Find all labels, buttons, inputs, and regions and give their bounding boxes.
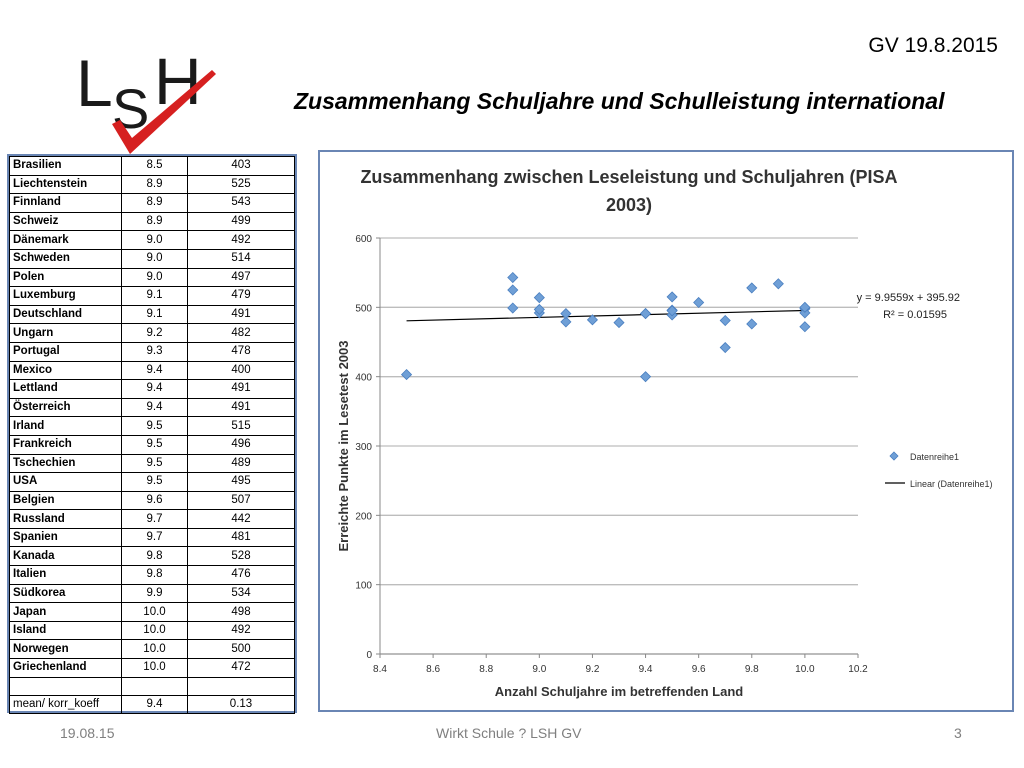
chart-title-line-1: Zusammenhang zwischen Leseleistung und Schuljahren (PISA [360, 167, 898, 187]
country-cell: Schweden [10, 249, 122, 268]
table-row [10, 231, 295, 250]
country-cell: Brasilien [10, 157, 122, 176]
score-cell: 478 [188, 342, 295, 361]
table-row [10, 212, 295, 231]
years-cell: 9.7 [122, 510, 188, 529]
y-tick-label: 400 [355, 372, 372, 384]
country-cell: Russland [10, 510, 122, 529]
years-cell: 9.4 [122, 398, 188, 417]
country-cell: Deutschland [10, 305, 122, 324]
score-cell: 528 [188, 547, 295, 566]
svg-text:L: L [76, 46, 113, 120]
y-axis-label: Erreichte Punkte im Lesetest 2003 [336, 340, 351, 552]
years-cell: 9.1 [122, 305, 188, 324]
x-tick-label: 9.0 [532, 664, 547, 675]
data-point [773, 279, 783, 289]
country-cell: Tschechien [10, 454, 122, 473]
table-row [10, 157, 295, 176]
data-point [800, 322, 810, 332]
scatter-chart [320, 152, 1012, 710]
score-cell: 514 [188, 249, 295, 268]
years-cell: 9.0 [122, 231, 188, 250]
empty-cell [188, 677, 295, 695]
x-tick-label: 9.4 [638, 664, 653, 675]
country-cell: Irland [10, 417, 122, 436]
table-row [10, 305, 295, 324]
header-date: GV 19.8.2015 [868, 34, 998, 57]
y-tick-label: 0 [366, 650, 372, 661]
trendline-equation: y = 9.9559x + 395.92 [856, 292, 960, 304]
data-point [720, 343, 730, 353]
table-row [10, 435, 295, 454]
score-cell: 500 [188, 640, 295, 659]
x-tick-label: 8.4 [373, 664, 387, 675]
score-cell: 481 [188, 528, 295, 547]
table-row [10, 324, 295, 343]
chart-frame [318, 150, 1014, 712]
country-cell: Norwegen [10, 640, 122, 659]
legend-marker-datenreihe1 [890, 452, 898, 460]
table-row [10, 361, 295, 380]
slide-title: Zusammenhang Schuljahre und Schulleistung international [294, 88, 945, 114]
table-row [10, 417, 295, 436]
years-cell: 9.5 [122, 435, 188, 454]
score-cell: 400 [188, 361, 295, 380]
score-cell: 534 [188, 584, 295, 603]
data-point [720, 316, 730, 326]
x-tick-label: 10.0 [795, 664, 815, 675]
years-cell: 10.0 [122, 621, 188, 640]
y-tick-label: 600 [355, 234, 372, 245]
score-cell: 491 [188, 305, 295, 324]
score-cell: 496 [188, 435, 295, 454]
score-cell: 543 [188, 194, 295, 213]
legend-label-datenreihe1: Datenreihe1 [910, 452, 960, 462]
y-tick-label: 100 [355, 580, 372, 592]
score-cell: 491 [188, 380, 295, 399]
years-cell: 9.9 [122, 584, 188, 603]
country-cell: Island [10, 621, 122, 640]
years-cell: 8.9 [122, 175, 188, 194]
summary-label: mean/ korr_koeff [10, 695, 122, 714]
score-cell: 492 [188, 621, 295, 640]
country-cell: Griechenland [10, 659, 122, 678]
table-row [10, 454, 295, 473]
data-point [747, 319, 757, 329]
data-point [667, 292, 677, 302]
country-cell: Japan [10, 603, 122, 622]
years-cell: 9.0 [122, 249, 188, 268]
empty-cell [122, 677, 188, 695]
score-cell: 507 [188, 491, 295, 510]
score-cell: 515 [188, 417, 295, 436]
score-cell: 489 [188, 454, 295, 473]
country-cell: Frankreich [10, 435, 122, 454]
y-tick-label: 500 [355, 303, 372, 315]
years-cell: 8.5 [122, 157, 188, 176]
x-tick-label: 9.6 [691, 664, 706, 675]
country-cell: Luxemburg [10, 287, 122, 306]
table-row [10, 603, 295, 622]
data-point [508, 303, 518, 313]
table-row [10, 287, 295, 306]
table-row [10, 398, 295, 417]
table-row [10, 621, 295, 640]
x-tick-label: 10.2 [848, 664, 868, 675]
years-cell: 9.4 [122, 361, 188, 380]
years-cell: 9.5 [122, 417, 188, 436]
svg-text:H: H [154, 44, 202, 118]
country-cell: Belgien [10, 491, 122, 510]
years-cell: 9.5 [122, 473, 188, 492]
score-cell: 482 [188, 324, 295, 343]
score-cell: 499 [188, 212, 295, 231]
years-cell: 9.5 [122, 454, 188, 473]
country-cell: Spanien [10, 528, 122, 547]
score-cell: 442 [188, 510, 295, 529]
years-cell: 9.8 [122, 566, 188, 585]
score-cell: 498 [188, 603, 295, 622]
y-tick-label: 200 [355, 511, 372, 523]
table-row [10, 510, 295, 529]
country-cell: Liechtenstein [10, 175, 122, 194]
table-row [10, 659, 295, 678]
country-cell: Dänemark [10, 231, 122, 250]
data-point [747, 283, 757, 293]
score-cell: 491 [188, 398, 295, 417]
country-cell: USA [10, 473, 122, 492]
data-point [614, 318, 624, 328]
table-row [10, 249, 295, 268]
data-point [694, 297, 704, 307]
table-row [10, 342, 295, 361]
summary-years: 9.4 [122, 695, 188, 714]
y-tick-label: 300 [355, 442, 372, 453]
score-cell: 472 [188, 659, 295, 678]
years-cell: 10.0 [122, 603, 188, 622]
years-cell: 9.8 [122, 547, 188, 566]
score-cell: 525 [188, 175, 295, 194]
footer-date: 19.08.15 [60, 725, 115, 741]
country-cell: Portugal [10, 342, 122, 361]
table-row [10, 547, 295, 566]
trendline [407, 310, 805, 320]
score-cell: 495 [188, 473, 295, 492]
data-table-container [7, 154, 297, 713]
data-point [641, 309, 651, 319]
data-point [402, 370, 412, 380]
years-cell: 9.4 [122, 380, 188, 399]
table-row [10, 584, 295, 603]
x-tick-label: 8.8 [479, 664, 494, 675]
table-row [10, 491, 295, 510]
years-cell: 9.1 [122, 287, 188, 306]
table-row [10, 175, 295, 194]
data-table [9, 156, 295, 714]
summary-score: 0.13 [188, 695, 295, 714]
score-cell: 476 [188, 566, 295, 585]
data-point [641, 372, 651, 382]
years-cell: 8.9 [122, 212, 188, 231]
table-row [10, 194, 295, 213]
lsh-logo [72, 38, 222, 160]
summary-row [10, 695, 295, 714]
years-cell: 9.7 [122, 528, 188, 547]
footer-page-number: 3 [954, 725, 962, 741]
table-row-empty [10, 677, 295, 695]
score-cell: 479 [188, 287, 295, 306]
country-cell: Österreich [10, 398, 122, 417]
score-cell: 403 [188, 157, 295, 176]
data-point [508, 285, 518, 295]
years-cell: 9.6 [122, 491, 188, 510]
country-cell: Kanada [10, 547, 122, 566]
table-row [10, 640, 295, 659]
years-cell: 9.2 [122, 324, 188, 343]
years-cell: 10.0 [122, 640, 188, 659]
x-tick-label: 9.2 [585, 664, 600, 675]
country-cell: Polen [10, 268, 122, 287]
country-cell: Mexico [10, 361, 122, 380]
x-tick-label: 9.8 [744, 664, 759, 675]
score-cell: 492 [188, 231, 295, 250]
empty-cell [10, 677, 122, 695]
data-point [508, 273, 518, 283]
x-axis-label: Anzahl Schuljahre im betreffenden Land [494, 684, 744, 699]
country-cell: Finnland [10, 194, 122, 213]
table-row [10, 528, 295, 547]
years-cell: 8.9 [122, 194, 188, 213]
table-row [10, 268, 295, 287]
years-cell: 9.3 [122, 342, 188, 361]
country-cell: Lettland [10, 380, 122, 399]
footer-center-text: Wirkt Schule ? LSH GV [436, 725, 582, 741]
table-row [10, 380, 295, 399]
country-cell: Ungarn [10, 324, 122, 343]
svg-text:S: S [112, 77, 150, 140]
chart-title-line-2: 2003) [605, 195, 653, 215]
x-tick-label: 8.6 [426, 664, 441, 675]
data-point [534, 293, 544, 303]
table-row [10, 566, 295, 585]
years-cell: 9.0 [122, 268, 188, 287]
country-cell: Italien [10, 566, 122, 585]
r-squared: R² = 0.01595 [883, 309, 947, 321]
country-cell: Schweiz [10, 212, 122, 231]
score-cell: 497 [188, 268, 295, 287]
country-cell: Südkorea [10, 584, 122, 603]
legend-label-linear: Linear (Datenreihe1) [910, 479, 993, 489]
years-cell: 10.0 [122, 659, 188, 678]
table-row [10, 473, 295, 492]
